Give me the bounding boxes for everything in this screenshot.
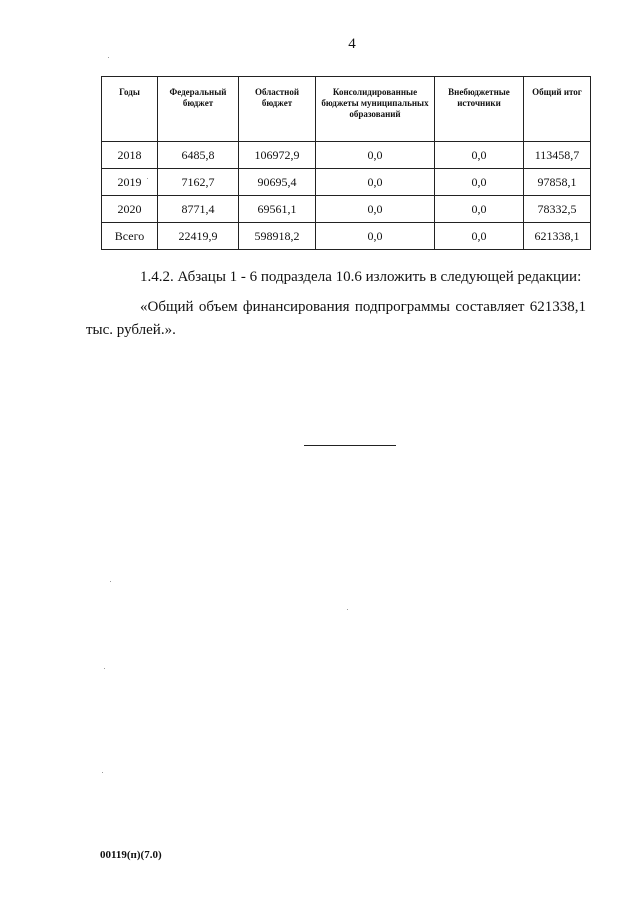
column-header-federal-budget: Федеральный бюджет — [158, 77, 239, 142]
table-cell: 621338,1 — [524, 223, 591, 250]
page-number: 4 — [348, 36, 356, 52]
separator-line — [304, 445, 396, 446]
table-cell: 69561,1 — [239, 196, 316, 223]
table-cell: 6485,8 — [158, 142, 239, 169]
table-row — [102, 169, 591, 196]
table-cell: 2018 — [102, 142, 158, 169]
table-row — [102, 196, 591, 223]
table-cell: 106972,9 — [239, 142, 316, 169]
scan-speck — [102, 772, 103, 773]
scan-speck — [347, 609, 348, 610]
column-header-extrabudgetary-sources: Внебюджетные источники — [435, 77, 524, 142]
table-row-total — [102, 223, 591, 250]
table-cell: 598918,2 — [239, 223, 316, 250]
table-cell: 0,0 — [435, 169, 524, 196]
table-cell: 0,0 — [435, 142, 524, 169]
column-header-regional-budget: Областной бюджет — [239, 77, 316, 142]
scan-speck — [104, 668, 105, 669]
table-cell: Всего — [102, 223, 158, 250]
table-cell: 2020 — [102, 196, 158, 223]
table-cell: 0,0 — [435, 223, 524, 250]
scan-speck — [147, 178, 148, 179]
table-cell: 0,0 — [316, 196, 435, 223]
table-cell: 2019 — [102, 169, 158, 196]
table-cell: 78332,5 — [524, 196, 591, 223]
document-code: 00119(п)(7.0) — [100, 849, 162, 861]
table-cell: 0,0 — [316, 142, 435, 169]
column-header-years: Годы — [102, 77, 158, 142]
scan-speck — [110, 581, 111, 582]
table-cell: 0,0 — [435, 196, 524, 223]
column-header-municipal-budgets: Консолидированные бюджеты муниципальных образований — [316, 77, 435, 142]
table-row — [102, 142, 591, 169]
financing-table — [101, 76, 591, 250]
table-cell: 8771,4 — [158, 196, 239, 223]
table-cell: 113458,7 — [524, 142, 591, 169]
column-header-total: Общий итог — [524, 77, 591, 142]
table-cell: 22419,9 — [158, 223, 239, 250]
financing-volume-paragraph: «Общий объем финансирования подпрограммы составляет 621338,1 тыс. рублей.». — [86, 299, 586, 338]
scan-speck — [108, 57, 109, 58]
amendment-paragraph: 1.4.2. Абзацы 1 - 6 подраздела 10.6 изложить в следующей редакции: — [140, 269, 582, 285]
table-header-row — [102, 77, 591, 142]
table-cell: 90695,4 — [239, 169, 316, 196]
table-cell: 0,0 — [316, 223, 435, 250]
table-cell: 0,0 — [316, 169, 435, 196]
table-cell: 7162,7 — [158, 169, 239, 196]
table-cell: 97858,1 — [524, 169, 591, 196]
